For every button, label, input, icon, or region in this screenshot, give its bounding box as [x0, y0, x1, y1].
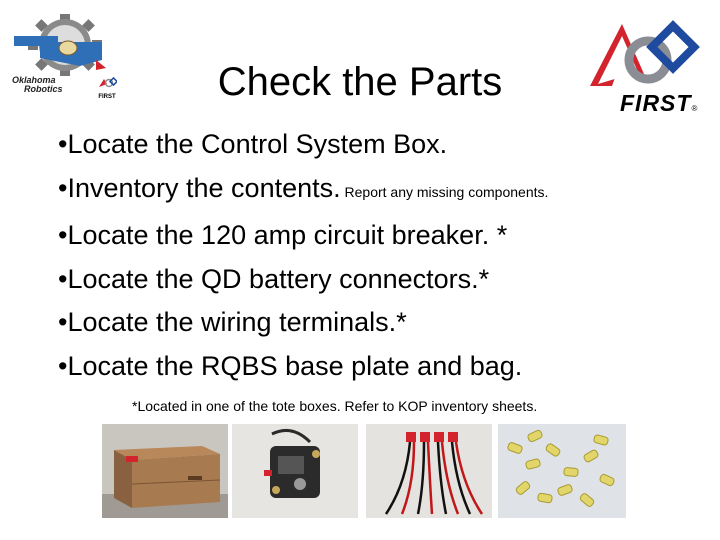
first-emblem-icon — [584, 14, 704, 94]
footnote: *Located in one of the tote boxes. Refer to KOP inventory sheets. — [132, 398, 538, 414]
bullet-text: •Locate the wiring terminals.* — [58, 307, 407, 337]
photo-wiring-terminals — [498, 424, 626, 518]
first-logo — [584, 14, 704, 118]
logo-line-2: Robotics — [24, 84, 63, 94]
bullet-item — [58, 123, 548, 167]
bullet-text: •Locate the QD battery connectors.* — [58, 263, 490, 294]
first-wordmark-text: FIRST — [620, 90, 692, 116]
bullet-item — [58, 258, 548, 302]
first-wordmark — [620, 90, 697, 117]
bullet-text: •Locate the RQBS base plate and bag. — [58, 350, 523, 381]
first-small-logo — [94, 76, 120, 100]
oklahoma-robotics-text — [12, 76, 63, 94]
bullet-item — [58, 214, 548, 258]
photo-battery-connectors — [366, 424, 492, 518]
bullet-item — [58, 345, 548, 389]
logo-line-1: Oklahoma — [12, 75, 56, 85]
first-small-label: FIRST — [98, 94, 116, 100]
gear-icon — [10, 14, 120, 76]
bullet-item — [58, 301, 548, 345]
photo-control-system-box — [102, 424, 228, 518]
registered-mark: ® — [691, 104, 698, 113]
slide-title: Check the Parts — [217, 60, 503, 104]
first-mark-icon — [97, 77, 117, 89]
bullet-item — [58, 167, 548, 215]
bullet-text: •Locate the 120 amp circuit breaker. * — [58, 220, 508, 250]
bullet-text: •Locate the Control System Box. — [58, 129, 448, 159]
bullet-note: Report any missing components. — [340, 183, 549, 200]
bullet-list — [58, 123, 548, 388]
bullet-text: •Inventory the contents. — [58, 172, 341, 203]
photo-circuit-breaker — [232, 424, 358, 518]
oklahoma-robotics-logo — [10, 14, 120, 102]
